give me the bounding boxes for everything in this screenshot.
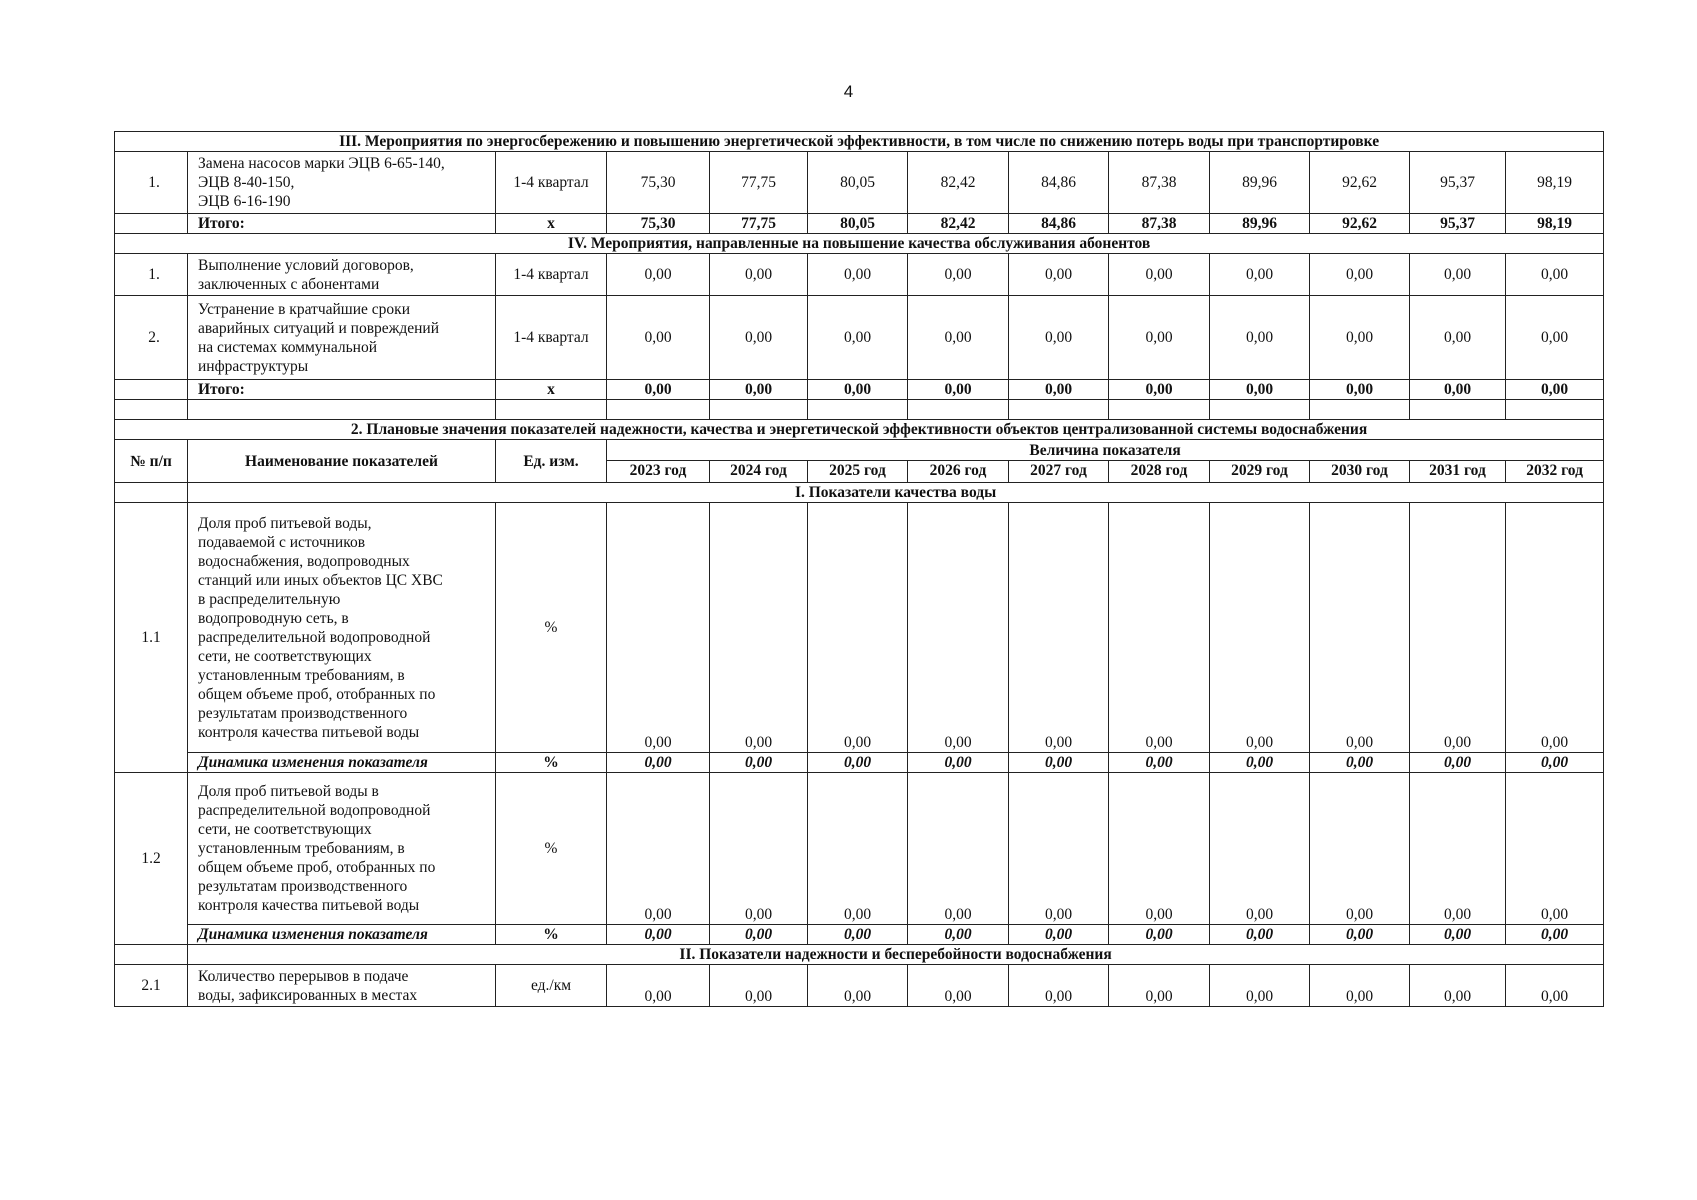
value-cell: 0,00 [908, 254, 1009, 296]
empty-cell [1210, 400, 1310, 420]
name-line: Доля проб питьевой воды в [198, 783, 379, 800]
value-cell: 0,00 [1410, 380, 1506, 400]
value-cell: 0,00 [808, 296, 908, 380]
value-cell: 95,37 [1410, 214, 1506, 234]
value-cell: 0,00 [1410, 254, 1506, 296]
name-line: установленным требованиям, в [198, 840, 405, 857]
total-unit: x [496, 380, 607, 400]
value-cell: 0,00 [1109, 254, 1210, 296]
total-label: Итого: [188, 214, 496, 234]
value-cell: 0,00 [1310, 773, 1410, 925]
name-line: распределительной водопроводной [198, 802, 431, 819]
section-title-row [115, 234, 1604, 254]
value-cell: 92,62 [1310, 214, 1410, 234]
value-cell: 77,75 [710, 214, 808, 234]
name-line: Устранение в кратчайшие сроки [198, 300, 410, 318]
value-cell: 84,86 [1009, 152, 1109, 214]
row-number: 1. [115, 254, 188, 296]
year-header: 2024 год [710, 461, 808, 483]
part-title-row [115, 420, 1604, 440]
name-line: на системах коммунальной [198, 338, 377, 356]
value-cell: 95,37 [1410, 152, 1506, 214]
group-title-row [115, 945, 1604, 965]
value-cell: 0,00 [1109, 380, 1210, 400]
value-cell: 0,00 [1210, 773, 1310, 925]
value-cell: 0,00 [808, 380, 908, 400]
value-cell: 87,38 [1109, 214, 1210, 234]
value-cell: 0,00 [1410, 773, 1506, 925]
empty-cell [496, 400, 607, 420]
indicators-table [114, 131, 1604, 1007]
value-cell: 0,00 [710, 773, 808, 925]
value-cell: 0,00 [710, 925, 808, 945]
value-cell: 0,00 [1310, 965, 1410, 1007]
value-cell: 0,00 [1109, 503, 1210, 753]
value-cell: 0,00 [1310, 380, 1410, 400]
row-name [188, 254, 496, 296]
year-header: 2029 год [1210, 461, 1310, 483]
value-cell: 0,00 [1506, 380, 1604, 400]
value-cell: 0,00 [908, 965, 1009, 1007]
year-header: 2027 год [1009, 461, 1109, 483]
empty-cell [1009, 400, 1109, 420]
section-title: IV. Мероприятия, направленные на повышение качества обслуживания абонентов [115, 234, 1604, 254]
row-name [188, 296, 496, 380]
value-cell: 0,00 [808, 753, 908, 773]
row-number: 1.1 [115, 503, 188, 773]
row-name [188, 152, 496, 214]
value-cell: 0,00 [1009, 254, 1109, 296]
value-cell: 0,00 [1310, 925, 1410, 945]
table-body [115, 132, 1604, 1007]
name-line: сети, не соответствующих [198, 821, 372, 838]
value-cell: 0,00 [1109, 965, 1210, 1007]
value-cell: 0,00 [1109, 296, 1210, 380]
total-label: Итого: [188, 380, 496, 400]
row-number: 2.1 [115, 965, 188, 1007]
row-unit: ед./км [496, 965, 607, 1007]
header-unit: Ед. изм. [496, 440, 607, 483]
name-line: водоснабжения, водопроводных [198, 552, 410, 570]
value-cell: 0,00 [710, 296, 808, 380]
row-number: 1.2 [115, 773, 188, 945]
value-cell: 82,42 [908, 152, 1009, 214]
value-cell: 0,00 [1009, 380, 1109, 400]
value-cell: 0,00 [1310, 296, 1410, 380]
dynamics-row [115, 925, 1604, 945]
section-title: III. Мероприятия по энергосбережению и повышению энергетической эффективности, в том числе по снижению потерь воды при транспортировке [115, 132, 1604, 152]
total-row [115, 380, 1604, 400]
value-cell: 75,30 [607, 152, 710, 214]
value-cell: 0,00 [710, 254, 808, 296]
year-header: 2023 год [607, 461, 710, 483]
empty-cell [115, 214, 188, 234]
value-cell: 0,00 [1310, 753, 1410, 773]
value-cell: 0,00 [1210, 254, 1310, 296]
value-cell: 0,00 [908, 753, 1009, 773]
value-cell: 0,00 [1506, 503, 1604, 753]
empty-cell [188, 400, 496, 420]
value-cell: 0,00 [1506, 753, 1604, 773]
header-num: № п/п [115, 440, 188, 483]
row-number: 2. [115, 296, 188, 380]
value-cell: 75,30 [607, 214, 710, 234]
value-cell: 0,00 [1506, 296, 1604, 380]
name-line: результатам производственного [198, 704, 408, 722]
year-header: 2032 год [1506, 461, 1604, 483]
value-cell: 0,00 [710, 380, 808, 400]
value-cell: 98,19 [1506, 214, 1604, 234]
value-cell: 0,00 [1410, 296, 1506, 380]
name-line: общем объеме проб, отобранных по [198, 685, 436, 703]
value-cell: 0,00 [607, 925, 710, 945]
value-cell: 0,00 [1109, 753, 1210, 773]
value-cell: 0,00 [1210, 753, 1310, 773]
row-number: 1. [115, 152, 188, 214]
total-unit: x [496, 214, 607, 234]
page-number: 4 [843, 82, 854, 101]
empty-cell [1109, 400, 1210, 420]
value-cell: 0,00 [1009, 753, 1109, 773]
value-cell: 82,42 [908, 214, 1009, 234]
empty-cell [908, 400, 1009, 420]
value-cell: 0,00 [1009, 925, 1109, 945]
year-header: 2026 год [908, 461, 1009, 483]
value-cell: 0,00 [607, 965, 710, 1007]
empty-cell [1310, 400, 1410, 420]
name-line: в распределительную [198, 590, 341, 608]
table-row [115, 503, 1604, 753]
value-cell: 0,00 [710, 965, 808, 1007]
year-header: 2025 год [808, 461, 908, 483]
name-line: общем объеме проб, отобранных по [198, 859, 436, 876]
value-cell: 0,00 [1506, 254, 1604, 296]
table-row [115, 152, 1604, 214]
value-cell: 89,96 [1210, 214, 1310, 234]
value-cell: 0,00 [808, 503, 908, 753]
value-cell: 0,00 [1410, 965, 1506, 1007]
name-line: инфраструктуры [198, 357, 309, 375]
dynamics-label: Динамика изменения показателя [188, 753, 496, 773]
value-cell: 0,00 [1506, 965, 1604, 1007]
empty-cell [115, 380, 188, 400]
group-title-row [115, 483, 1604, 503]
value-cell: 0,00 [710, 753, 808, 773]
value-cell: 0,00 [908, 380, 1009, 400]
value-cell: 0,00 [908, 296, 1009, 380]
value-cell: 0,00 [1109, 773, 1210, 925]
value-cell: 92,62 [1310, 152, 1410, 214]
value-cell: 0,00 [908, 503, 1009, 753]
value-cell: 80,05 [808, 214, 908, 234]
value-cell: 0,00 [1009, 296, 1109, 380]
empty-cell [808, 400, 908, 420]
value-cell: 0,00 [1210, 380, 1310, 400]
value-cell: 0,00 [607, 380, 710, 400]
value-cell: 0,00 [1506, 925, 1604, 945]
value-cell: 89,96 [1210, 152, 1310, 214]
row-period: 1-4 квартал [496, 296, 607, 380]
value-cell: 0,00 [808, 254, 908, 296]
name-line: станций или иных объектов ЦС ХВС [198, 571, 443, 589]
row-name [188, 773, 496, 925]
value-cell: 87,38 [1109, 152, 1210, 214]
empty-cell [710, 400, 808, 420]
header-row [115, 440, 1604, 461]
dynamics-unit: % [496, 753, 607, 773]
header-value: Величина показателя [607, 440, 1604, 461]
name-line: воды, зафиксированных в местах [198, 986, 418, 1004]
dynamics-unit: % [496, 925, 607, 945]
name-line: сети, не соответствующих [198, 647, 372, 665]
empty-cell [1410, 400, 1506, 420]
value-cell: 77,75 [710, 152, 808, 214]
dynamics-label: Динамика изменения показателя [188, 925, 496, 945]
row-unit: % [496, 773, 607, 925]
value-cell: 0,00 [808, 773, 908, 925]
value-cell: 0,00 [607, 254, 710, 296]
name-line: результатам производственного [198, 878, 408, 895]
table-row [115, 296, 1604, 380]
name-line: водопроводную сеть, в [198, 609, 349, 627]
row-period: 1-4 квартал [496, 254, 607, 296]
name-line: подаваемой с источников [198, 533, 366, 551]
value-cell: 0,00 [1009, 965, 1109, 1007]
value-cell: 98,19 [1506, 152, 1604, 214]
name-line: аварийных ситуаций и повреждений [198, 319, 439, 337]
value-cell: 0,00 [1310, 503, 1410, 753]
value-cell: 0,00 [607, 503, 710, 753]
name-line: распределительной водопроводной [198, 628, 431, 646]
value-cell: 0,00 [607, 296, 710, 380]
name-line: установленным требованиям, в [198, 666, 405, 684]
value-cell: 0,00 [808, 925, 908, 945]
row-period: 1-4 квартал [496, 152, 607, 214]
value-cell: 0,00 [1410, 925, 1506, 945]
name-line: Доля проб питьевой воды, [198, 514, 372, 532]
year-header: 2030 год [1310, 461, 1410, 483]
value-cell: 0,00 [808, 965, 908, 1007]
year-header: 2031 год [1410, 461, 1506, 483]
part-title: 2. Плановые значения показателей надежности, качества и энергетической эффективности объектов централизованной системы водоснабжения [115, 420, 1604, 440]
dynamics-row [115, 753, 1604, 773]
value-cell: 0,00 [1410, 503, 1506, 753]
name-line: контроля качества питьевой воды [198, 723, 420, 741]
value-cell: 0,00 [1210, 296, 1310, 380]
value-cell: 0,00 [1009, 773, 1109, 925]
empty-cell [115, 483, 188, 503]
section-title-row [115, 132, 1604, 152]
value-cell: 80,05 [808, 152, 908, 214]
empty-row [115, 400, 1604, 420]
value-cell: 0,00 [1210, 503, 1310, 753]
table-row [115, 773, 1604, 925]
value-cell: 84,86 [1009, 214, 1109, 234]
name-line: Замена насосов марки ЭЦВ 6-65-140, [198, 155, 445, 172]
value-cell: 0,00 [1506, 773, 1604, 925]
value-cell: 0,00 [908, 773, 1009, 925]
name-line: Выполнение условий договоров, [198, 256, 414, 274]
row-unit: % [496, 503, 607, 753]
name-line: контроля качества питьевой воды [198, 897, 420, 914]
name-line: Количество перерывов в подаче [198, 967, 409, 985]
value-cell: 0,00 [1410, 753, 1506, 773]
empty-cell [115, 400, 188, 420]
row-name [188, 503, 496, 753]
table-row [115, 965, 1604, 1007]
name-line: ЭЦВ 8-40-150, [198, 174, 295, 191]
header-name: Наименование показателей [188, 440, 496, 483]
empty-cell [607, 400, 710, 420]
group-title: II. Показатели надежности и бесперебойности водоснабжения [188, 945, 1604, 965]
group-title: I. Показатели качества воды [188, 483, 1604, 503]
value-cell: 0,00 [908, 925, 1009, 945]
value-cell: 0,00 [1009, 503, 1109, 753]
value-cell: 0,00 [1210, 925, 1310, 945]
value-cell: 0,00 [1310, 254, 1410, 296]
year-header: 2028 год [1109, 461, 1210, 483]
value-cell: 0,00 [607, 753, 710, 773]
empty-cell [1506, 400, 1604, 420]
empty-cell [115, 945, 188, 965]
name-line: ЭЦВ 6-16-190 [198, 193, 291, 210]
value-cell: 0,00 [1210, 965, 1310, 1007]
row-name [188, 965, 496, 1007]
name-line: заключенных с абонентами [198, 275, 380, 293]
value-cell: 0,00 [607, 773, 710, 925]
total-row [115, 214, 1604, 234]
value-cell: 0,00 [710, 503, 808, 753]
value-cell: 0,00 [1109, 925, 1210, 945]
table-row [115, 254, 1604, 296]
